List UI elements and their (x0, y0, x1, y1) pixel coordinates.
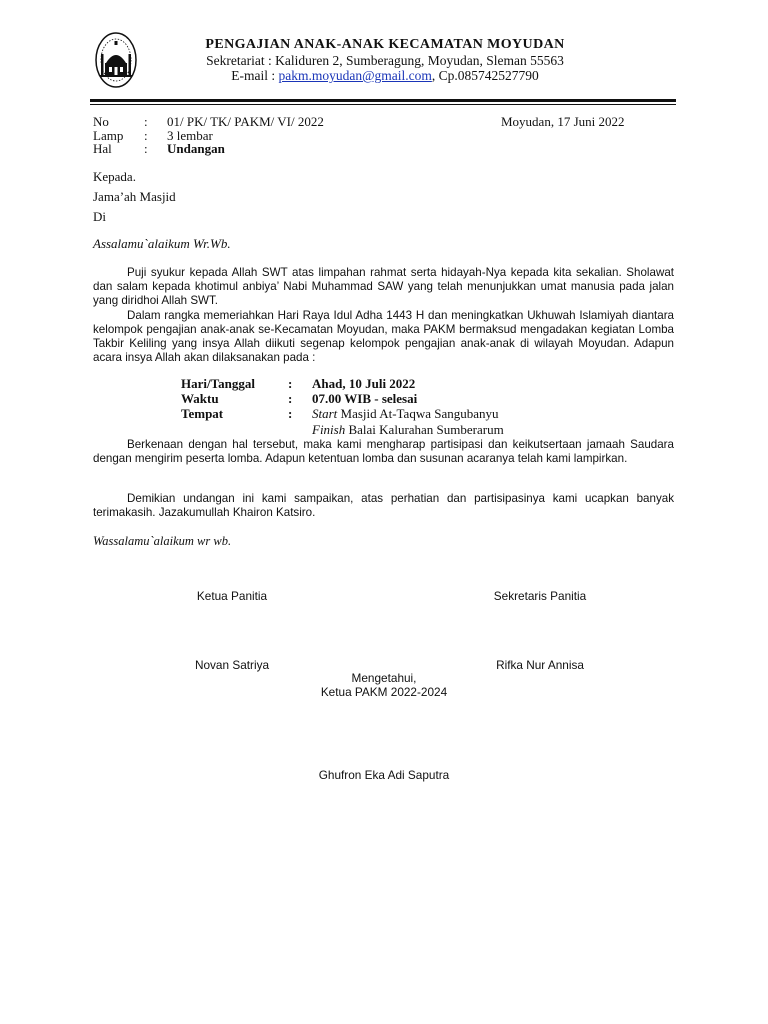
meta-colon: : (144, 141, 148, 156)
event-start-location (312, 406, 499, 422)
event-finish-label: Finish (312, 422, 346, 437)
letterhead-rule-thick (90, 99, 676, 102)
contact-line (160, 68, 610, 84)
signature-left-name: Novan Satriya (194, 658, 270, 672)
meta-subject-value: Undangan (167, 141, 225, 156)
signature-left-title: Ketua Panitia (196, 589, 268, 603)
meta-subject-label: Hal (93, 141, 112, 156)
letter-date: Moyudan, 17 Juni 2022 (501, 114, 625, 129)
greeting: Assalamu`alaikum Wr.Wb. (93, 236, 231, 251)
event-colon: : (288, 376, 293, 391)
closing-salutation: Wassalamu`alaikum wr wb. (93, 534, 232, 548)
recipient-kepada: Kepada. (93, 169, 136, 184)
event-colon: : (288, 391, 293, 406)
letterhead-rule-thin (90, 104, 676, 105)
event-time-label: Waktu (181, 391, 219, 406)
meta-colon: : (144, 114, 148, 129)
acknowledgement-title: Ketua PAKM 2022-2024 (320, 685, 448, 699)
body-paragraph-2: Dalam rangka memeriahkan Hari Raya Idul Adha 1443 H dan meningkatkan Ukhuwah Islamiyah diantara kelompok pengajian anak-anak se-Kecamatan Moyudan, maka PAKM bermaksud mengadakan kegiatan Lomba Takbir Keliling yang insya Allah diikuti segenap kelompok pengajian anak-anak di wilayah Moyudan. Adapun acara insya Allah akan dilaksanakan pada : (93, 309, 674, 364)
event-finish-value: Balai Kalurahan Sumberarum (345, 422, 504, 437)
event-finish-location (312, 422, 504, 438)
meta-attachment-label: Lamp (93, 128, 124, 143)
meta-number-value: 01/ PK/ TK/ PAKM/ VI/ 2022 (167, 114, 324, 129)
event-colon: : (288, 406, 293, 421)
body-paragraph-4: Demikian undangan ini kami sampaikan, atas perhatian dan partisipasinya kami ucapkan banyak terimakasih. Jazakumullah Khairon Katsiro. (93, 492, 674, 519)
acknowledgement-label: Mengetahui, (351, 671, 417, 685)
event-start-label: Start (312, 406, 338, 421)
event-time-value: 07.00 WIB - selesai (312, 391, 418, 406)
signature-right-title: Sekretaris Panitia (493, 589, 587, 603)
body-paragraph-3: Berkenaan dengan hal tersebut, maka kami mengharap partisipasi dan keikutsertaan jamaah Saudara dengan mengirim peserta lomba. Adapun ketentuan lomba dan susunan acaranya telah kami lampirkan. (93, 438, 674, 465)
event-date-label: Hari/Tanggal (181, 376, 255, 391)
meta-number-label: No (93, 114, 109, 129)
event-place-label: Tempat (181, 406, 224, 421)
body-paragraph-1: Puji syukur kepada Allah SWT atas limpahan rahmat serta hidayah-Nya kepada kita sekalian. Sholawat dan salam kepada khotimul anbiya’ Nabi Muhammad SAW yang telah menunjukkan umat manusia pada jalan yang diridhoi Allah SWT. (93, 266, 674, 307)
recipient-name: Jama’ah Masjid (93, 189, 176, 204)
meta-colon: : (144, 128, 148, 143)
email-label: E-mail : (231, 68, 279, 83)
recipient-di: Di (93, 209, 106, 224)
organization-name: PENGAJIAN ANAK-ANAK KECAMATAN MOYUDAN (205, 37, 565, 52)
acknowledgement-name: Ghufron Eka Adi Saputra (318, 768, 450, 782)
email-link[interactable]: pakm.moyudan@gmail.com (278, 68, 432, 83)
secretariat-address: Sekretariat : Kaliduren 2, Sumberagung, Moyudan, Sleman 55563 (206, 53, 564, 68)
event-start-value: Masjid At-Taqwa Sangubanyu (337, 406, 499, 421)
signature-right-name: Rifka Nur Annisa (496, 658, 584, 672)
meta-attachment-value: 3 lembar (167, 128, 213, 143)
phone-number: , Cp.085742527790 (431, 68, 539, 83)
mosque-emblem-icon (94, 30, 138, 90)
event-date-value: Ahad, 10 Juli 2022 (312, 376, 416, 391)
